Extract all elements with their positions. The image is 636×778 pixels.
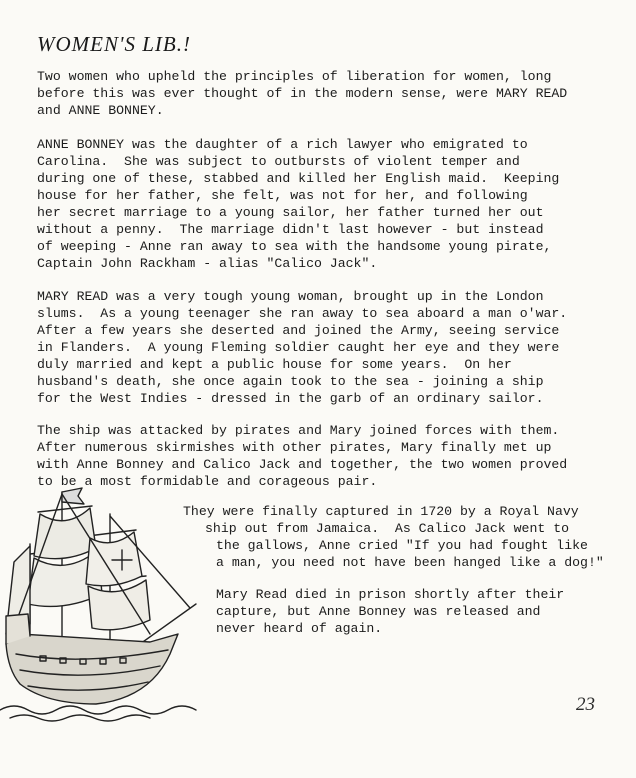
capture-line-3: the gallows, Anne cried "If you had fought like [216, 538, 588, 553]
capture-line-1: They were finally captured in 1720 by a Royal Navy [183, 504, 579, 519]
page-number: 23 [576, 694, 595, 715]
page-title: WOMEN'S LIB.! [37, 32, 191, 56]
intro-paragraph: Two women who upheld the principles of liberation for women, long before this was ever thought of in the modern sense, were MARY READ and ANNE BONNEY. [37, 69, 568, 118]
ending-paragraph: Mary Read died in prison shortly after their capture, but Anne Bonney was released and never heard of again. [216, 587, 565, 636]
mary-read-paragraph: MARY READ was a very tough young woman, brought up in the London slums. As a young teenager she ran away to sea aboard a man o'war. After a few years she deserted and joined the Army, seeing service in Flanders. A young Fleming soldier caught her eye and they were duly married and kept a public house for some years. On her husband's death, she once again took to the sea - joining a ship for the West Indies - dressed in the garb of an ordinary sailor. [37, 289, 568, 406]
pirates-paragraph: The ship was attacked by pirates and Mary joined forces with them. After numerous skirmishes with other pirates, Mary finally met up with Anne Bonney and Calico Jack and together, the two women proved to be a most formidable and coragеous pair. [37, 423, 568, 489]
capture-line-2: ship out from Jamaica. As Calico Jack went to [205, 521, 570, 536]
anne-bonney-paragraph: ANNE BONNEY was the daughter of a rich lawyer who emigrated to Carolina. She was subject to outbursts of violent temper and during one of these, stabbed and killed her English maid. Keeping house for her father, she felt, was not for her, and following her secret marriage to a young sailor, her father turned her out without a penny. The marriage didn't last however - but instead of weeping - Anne ran away to sea with the handsome young pirate, Captain John Rackham - alias "Calico Jack". [37, 137, 560, 271]
capture-line-4: a man, you need not have been hanged like a dog!" [216, 555, 604, 570]
sailing-ship-icon [0, 484, 205, 724]
